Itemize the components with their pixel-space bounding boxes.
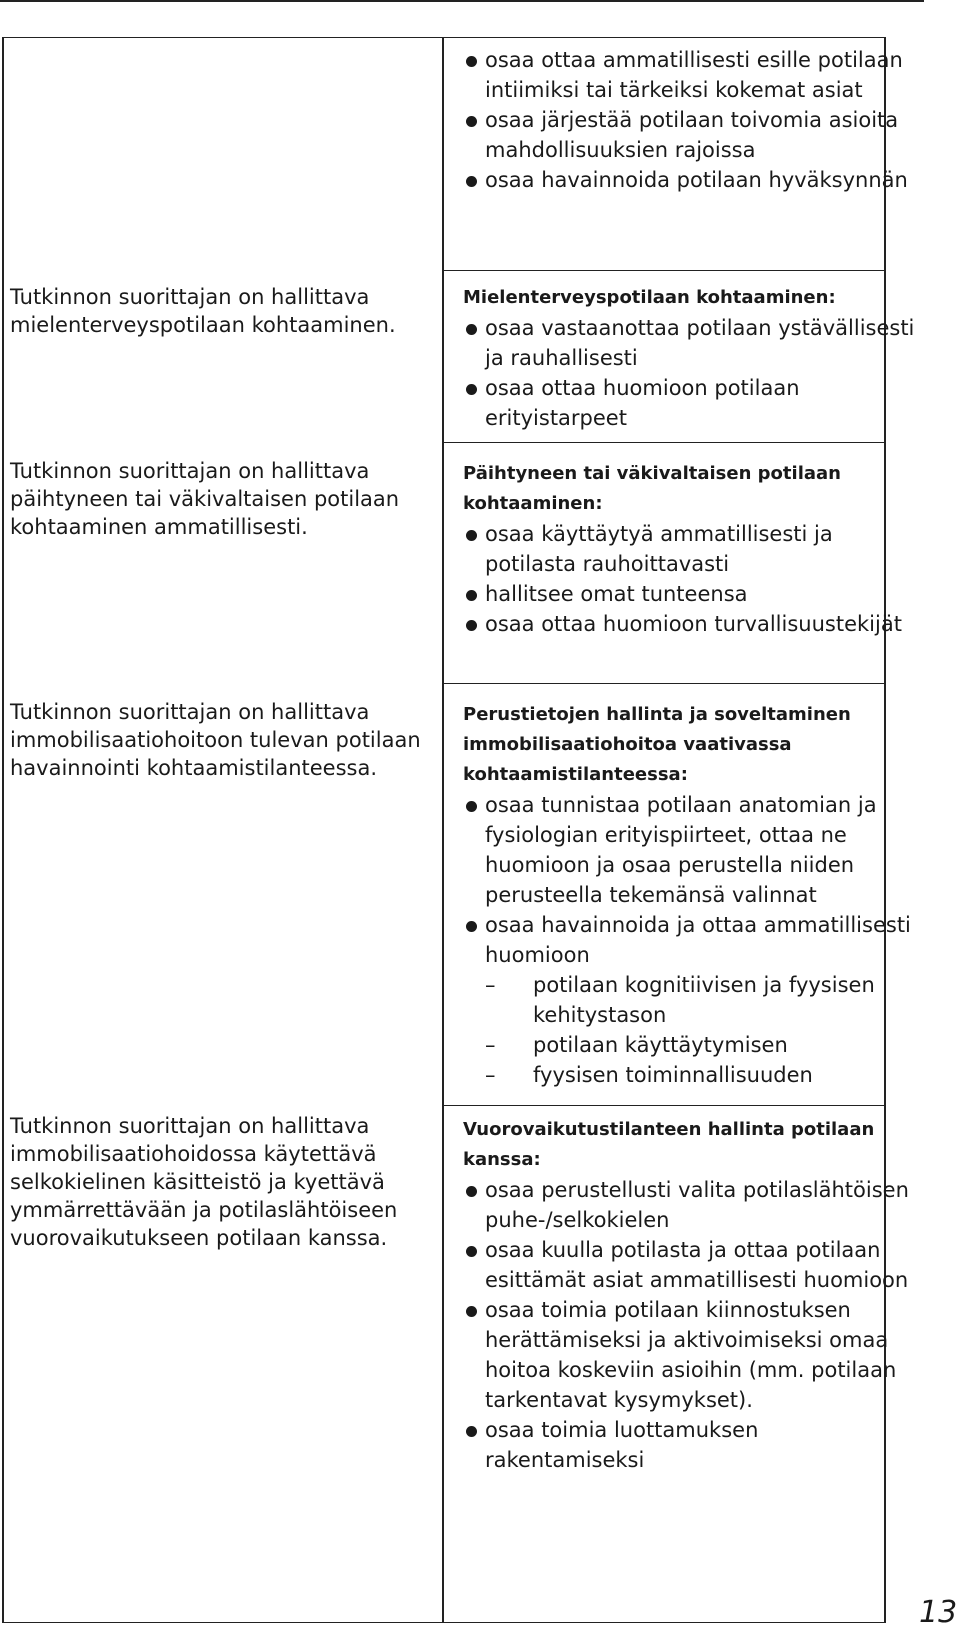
- table-border-bottom: [2, 1622, 886, 1623]
- table-border-top: [2, 37, 886, 38]
- criteria-cell: [463, 459, 923, 639]
- row-divider: [444, 270, 884, 271]
- row-divider: [444, 442, 884, 443]
- criteria-item: osaa ottaa huomioon turvallisuustekijät: [463, 609, 923, 639]
- row-divider: [444, 1105, 884, 1106]
- requirement-text: Tutkinnon suorittajan on hallittava päihtyneen tai väkivaltaisen potilaan kohtaaminen ammatillisesti.: [10, 459, 400, 539]
- criteria-cell: [463, 1115, 923, 1475]
- criteria-item: osaa toimia potilaan kiinnostuksen herättämiseksi ja aktivoimiseksi omaa hoitoa koskeviin asioihin (mm. potilaan tarkentavat kysymykset).: [463, 1295, 923, 1415]
- criteria-item: osaa ottaa huomioon potilaan erityistarpeet: [463, 373, 923, 433]
- criteria-item: osaa käyttäytyä ammatillisesti ja potilasta rauhoittavasti: [463, 519, 923, 579]
- criteria-subitem: – fyysisen toiminnallisuuden: [463, 1060, 923, 1090]
- top-rule: [0, 0, 924, 2]
- criteria-item: osaa perustellusti valita potilaslähtöisen puhe-/selkokielen: [463, 1175, 923, 1235]
- requirement-text: Tutkinnon suorittajan on hallittava immobilisaatiohoitoon tulevan potilaan havainnointi kohtaamistilanteessa.: [10, 700, 421, 780]
- criteria-item: osaa tunnistaa potilaan anatomian ja fysiologian erityispiirteet, ottaa ne huomioon ja osaa perustella niiden perusteella tekemänsä valinnat: [463, 790, 923, 910]
- criteria-item: hallitsee omat tunteensa: [463, 579, 923, 609]
- criteria-heading: Mielenterveyspotilaan kohtaaminen:: [463, 287, 836, 308]
- criteria-subitem: – potilaan käyttäytymisen: [463, 1030, 923, 1060]
- criteria-item: osaa ottaa ammatillisesti esille potilaan intiimiksi tai tärkeiksi kokemat asiat: [463, 45, 923, 105]
- criteria-subitem: – potilaan kognitiivisen ja fyysisen kehitystason: [463, 970, 923, 1030]
- criteria-heading: Perustietojen hallinta ja soveltaminen immobilisaatiohoitoa vaativassa kohtaamistilanteessa:: [463, 704, 851, 785]
- criteria-item: osaa havainnoida potilaan hyväksynnän: [463, 165, 923, 195]
- criteria-item: osaa toimia luottamuksen rakentamiseksi: [463, 1415, 923, 1475]
- criteria-item: osaa kuulla potilasta ja ottaa potilaan esittämät asiat ammatillisesti huomioon: [463, 1235, 923, 1295]
- criteria-item: osaa vastaanottaa potilaan ystävällisesti ja rauhallisesti: [463, 313, 923, 373]
- page-number: 13: [919, 1595, 958, 1630]
- requirement-text: Tutkinnon suorittajan on hallittava immobilisaatiohoidossa käytettävä selkokielinen käsitteistö ja kyettävä ymmärrettävään ja potilaslähtöiseen vuorovaikutukseen potilaan kanssa.: [10, 1114, 398, 1250]
- criteria-cell: [463, 45, 923, 195]
- requirement-text: Tutkinnon suorittajan on hallittava mielenterveyspotilaan kohtaaminen.: [10, 285, 396, 337]
- criteria-item: osaa järjestää potilaan toivomia asioita mahdollisuuksien rajoissa: [463, 105, 923, 165]
- table-border-left: [2, 37, 4, 1623]
- criteria-cell: [463, 283, 923, 433]
- criteria-heading: Vuorovaikutustilanteen hallinta potilaan kanssa:: [463, 1119, 875, 1170]
- criteria-cell: [463, 700, 923, 1090]
- column-divider: [442, 37, 444, 1623]
- row-divider: [444, 683, 884, 684]
- criteria-heading: Päihtyneen tai väkivaltaisen potilaan kohtaaminen:: [463, 463, 841, 514]
- criteria-item: osaa havainnoida ja ottaa ammatillisesti huomioon: [463, 910, 923, 970]
